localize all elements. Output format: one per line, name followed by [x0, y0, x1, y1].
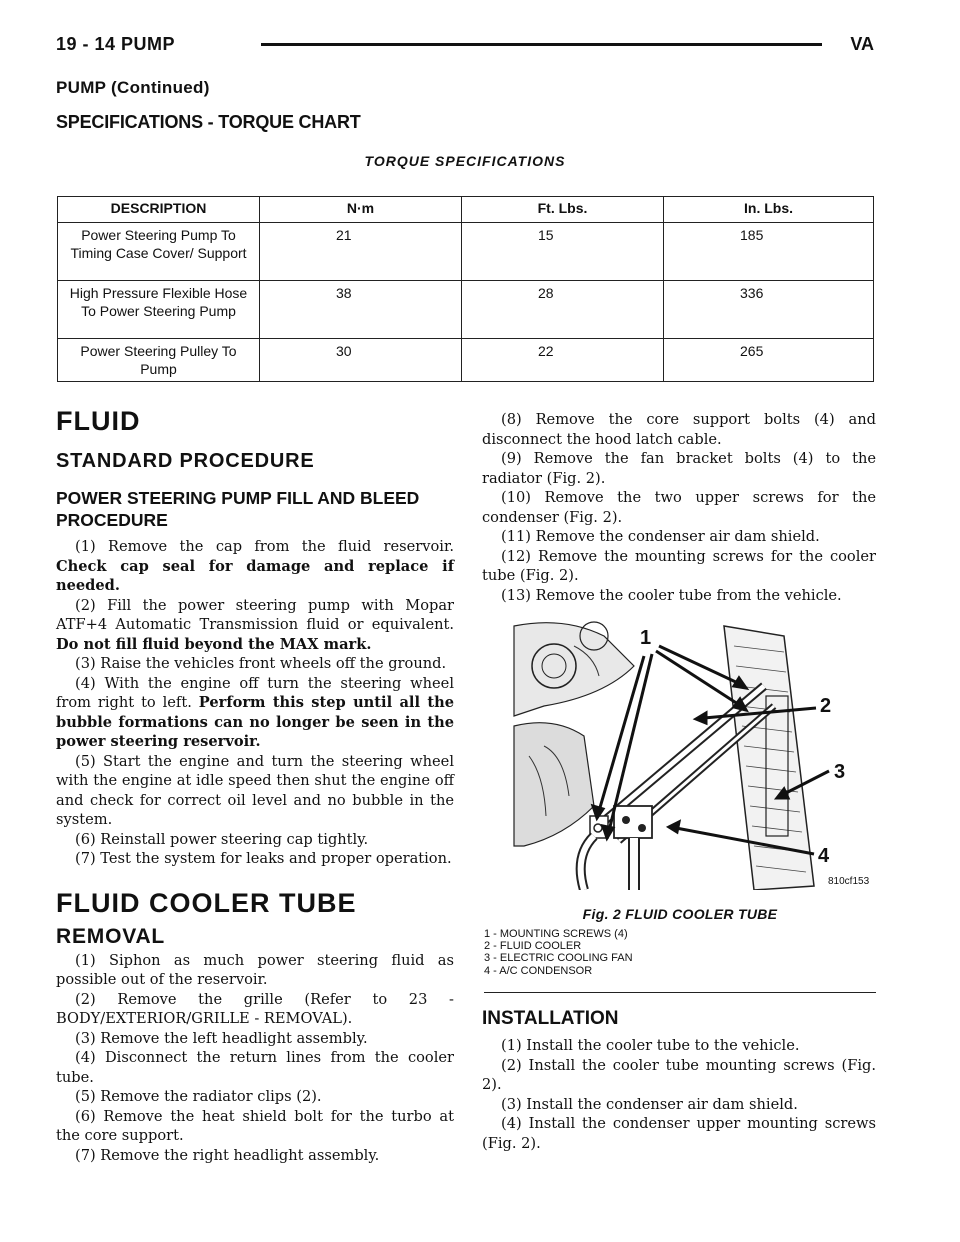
- cell-description: Power Steering Pump To Timing Case Cover/ Support: [58, 223, 260, 281]
- table-caption: TORQUE SPECIFICATIONS: [364, 153, 566, 169]
- callout-1: 1: [640, 627, 652, 649]
- install-step-4: (4) Install the condenser upper mounting screws (Fig. 2).: [482, 1115, 876, 1152]
- removal-step-4: (4) Disconnect the return lines from the cooler tube.: [56, 1049, 454, 1086]
- step-1: (1) Remove the cap from the fluid reservoir. Check cap seal for damage and replace if needed.: [56, 538, 454, 594]
- table-row: [58, 281, 874, 339]
- legend-rule: [484, 992, 876, 993]
- spec-title: SPECIFICATIONS - TORQUE CHART: [56, 112, 361, 132]
- legend-item: 2 - FLUID COOLER: [484, 940, 582, 953]
- table-row: [58, 339, 874, 382]
- removal-step-6: (6) Remove the heat shield bolt for the turbo at the core support.: [56, 1107, 454, 1144]
- cell-description: Power Steering Pulley To Pump: [58, 339, 260, 382]
- step-2: (2) Fill the power steering pump with Mopar ATF+4 Automatic Transmission fluid or equivalent. Do not fill fluid beyond the MAX mark.: [56, 596, 454, 653]
- col-ftlbs: Ft. Lbs.: [462, 197, 664, 223]
- legend-item: 3 - ELECTRIC COOLING FAN: [484, 952, 633, 965]
- install-step-2: (2) Install the cooler tube mounting screws (Fig. 2).: [482, 1056, 876, 1093]
- installation-heading: INSTALLATION: [482, 1008, 619, 1029]
- cell-in: 336: [664, 281, 874, 339]
- removal-step-11: (11) Remove the condenser air dam shield.: [501, 528, 820, 545]
- removal-step-2: (2) Remove the grille (Refer to 23 - BODY/EXTERIOR/GRILLE - REMOVAL).: [56, 990, 454, 1027]
- figure-id: 810cf153: [828, 876, 870, 887]
- cell-nm: 30: [260, 339, 462, 382]
- cooler-tube-drawing: [484, 606, 876, 890]
- page-number: 19 - 14 PUMP: [56, 34, 176, 54]
- cell-in: 265: [664, 339, 874, 382]
- col-inlbs: In. Lbs.: [664, 197, 874, 223]
- step-5: (5) Start the engine and turn the steering wheel with the engine at idle speed then shut the engine off and check for correct oil level and no bubble in the system.: [56, 752, 454, 828]
- col-description: DESCRIPTION: [58, 197, 260, 223]
- continued-heading: PUMP (Continued): [56, 78, 210, 97]
- callout-3: 3: [834, 761, 846, 783]
- removal-step-8: (8) Remove the core support bolts (4) and disconnect the hood latch cable.: [482, 411, 876, 448]
- table-row: [58, 223, 874, 281]
- standard-procedure-heading: STANDARD PROCEDURE: [56, 449, 315, 472]
- cell-in: 185: [664, 223, 874, 281]
- cell-ft: 22: [462, 339, 664, 382]
- step-6: (6) Reinstall power steering cap tightly.: [75, 830, 369, 848]
- step-7: (7) Test the system for leaks and proper operation.: [75, 850, 452, 867]
- page-header: [56, 34, 874, 58]
- removal-step-5: (5) Remove the radiator clips (2).: [75, 1088, 322, 1105]
- removal-step-3: (3) Remove the left headlight assembly.: [75, 1029, 368, 1047]
- removal-step-13: (13) Remove the cooler tube from the vehicle.: [501, 586, 842, 604]
- step-4: (4) With the engine off turn the steering wheel from right to left. Perform this step until all the bubble formations can no longer be seen in the power steering reservoir.: [56, 674, 455, 750]
- removal-step-1: (1) Siphon as much power steering fluid as possible out of the reservoir.: [56, 951, 454, 988]
- right-column: [482, 410, 876, 605]
- step-3: (3) Raise the vehicles front wheels off the ground.: [75, 655, 447, 672]
- removal-heading: REMOVAL: [56, 925, 166, 948]
- col-nm: N·m: [260, 197, 462, 223]
- table-header-row: [58, 197, 874, 223]
- figure-legend: [484, 928, 633, 977]
- callout-4: 4: [818, 845, 830, 867]
- legend-item: 1 - MOUNTING SCREWS (4): [484, 928, 628, 940]
- fluid-heading: FLUID: [56, 406, 141, 436]
- model-code: VA: [850, 34, 874, 54]
- removal-step-10: (10) Remove the two upper screws for the condenser (Fig. 2).: [482, 489, 876, 526]
- installation-section: [482, 1008, 876, 1153]
- figure-illustration: [484, 606, 876, 890]
- header-rule: [261, 43, 822, 46]
- removal-step-12: (12) Remove the mounting screws for the cooler tube (Fig. 2).: [482, 547, 876, 584]
- install-step-1: (1) Install the cooler tube to the vehicle.: [501, 1037, 800, 1054]
- cell-nm: 21: [260, 223, 462, 281]
- left-column: [56, 406, 455, 1165]
- removal-step-9: (9) Remove the fan bracket bolts (4) to the radiator (Fig. 2).: [482, 450, 876, 487]
- callout-2: 2: [820, 695, 832, 717]
- fill-bleed-heading: POWER STEERING PUMP FILL AND BLEED PROCEDURE: [56, 488, 420, 530]
- cell-description: High Pressure Flexible Hose To Power Steering Pump: [58, 281, 260, 339]
- removal-step-7: (7) Remove the right headlight assembly.: [75, 1146, 380, 1164]
- torque-table: [57, 196, 874, 382]
- cooler-heading: FLUID COOLER TUBE: [56, 887, 357, 918]
- legend-item: 4 - A/C CONDENSOR: [484, 964, 593, 977]
- figure-caption: Fig. 2 FLUID COOLER TUBE: [582, 906, 778, 922]
- cell-nm: 38: [260, 281, 462, 339]
- cell-ft: 15: [462, 223, 664, 281]
- install-step-3: (3) Install the condenser air dam shield.: [501, 1095, 798, 1113]
- cell-ft: 28: [462, 281, 664, 339]
